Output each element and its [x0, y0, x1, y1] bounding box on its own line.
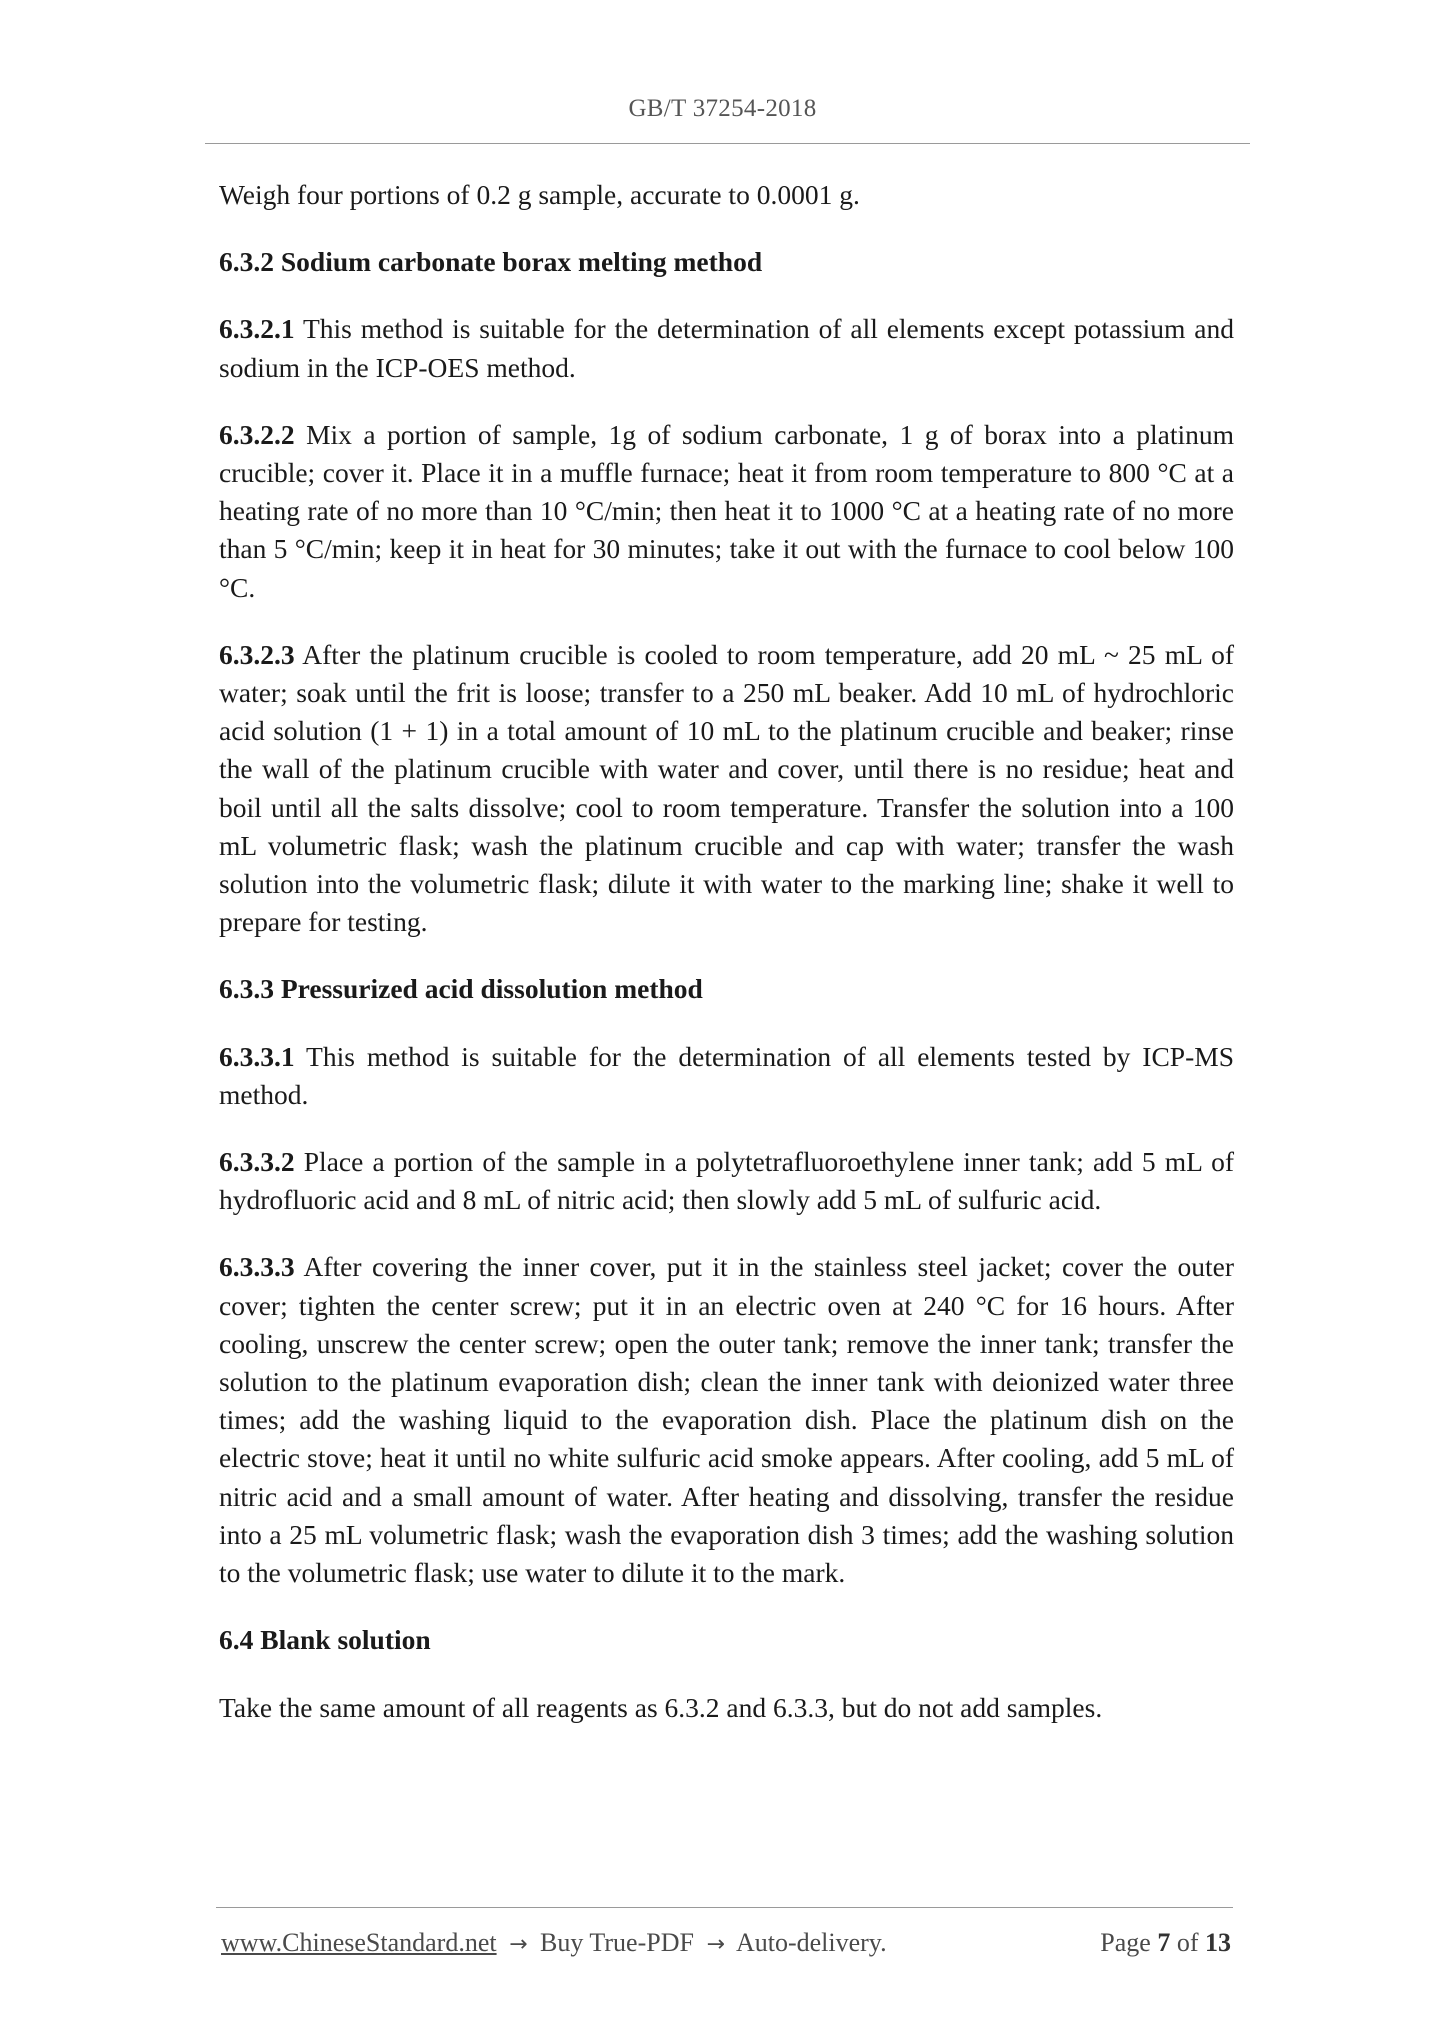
paragraph-weigh: Weigh four portions of 0.2 g sample, accurate to 0.0001 g. — [219, 179, 860, 210]
clause-number: 6.3.2.2 — [219, 418, 295, 450]
clause-text: After the platinum crucible is cooled to room temperature, add 20 mL ~ 25 mL of water; soak until the frit is loose; transfer to a 250 mL beaker. Add 10 mL of hydrochloric acid solution (1 + 1) in a total amount of 10 mL to the platinum crucible and beaker; rinse the wall of the platinum crucible with water and cover, until there is no residue; heat and boil until all the salts dissolve; cool to room temperature. Transfer the solution into a 100 mL volumetric flask; wash the platinum crucible and cap with water; transfer the wash solution into the volumetric flask; dilute it with water to the marking line; shake it well to prepare for testing. — [219, 638, 1234, 938]
auto-delivery-text: Auto-delivery. — [735, 1928, 887, 1957]
clause-text: Place a portion of the sample in a polytetrafluoroethylene inner tank; add 5 mL of hydrofluoric acid and 8 mL of nitric acid; then slowly add 5 mL of sulfuric acid. — [219, 1146, 1234, 1216]
heading-6-3-3: 6.3.3 Pressurized acid dissolution method — [219, 973, 703, 1005]
total-pages: 13 — [1205, 1928, 1231, 1957]
paragraph-6-3-3-2 — [219, 1143, 1234, 1219]
clause-text: After covering the inner cover, put it in the stainless steel jacket; cover the outer cover; tighten the center screw; put it in an electric oven at 240 °C for 16 hours. After cooling, unscrew the center screw; open the outer tank; remove the inner tank; transfer the solution to the platinum evaporation dish; clean the inner tank with deionized water three times; add the washing liquid to the evaporation dish. Place the platinum dish on the electric stove; heat it until no white sulfuric acid smoke appears. After cooling, add 5 mL of nitric acid and a small amount of water. After heating and dissolving, transfer the residue into a 25 mL volumetric flask; wash the evaporation dish 3 times; add the washing solution to the volumetric flask; use water to dilute it to the mark. — [219, 1251, 1234, 1589]
clause-text: This method is suitable for the determination of all elements tested by ICP-MS method. — [219, 1040, 1234, 1110]
page-number — [1100, 1928, 1231, 1958]
paragraph-6-3-2-2 — [219, 416, 1234, 607]
clause-number: 6.3.2.1 — [219, 313, 295, 345]
clause-number: 6.3.3.2 — [219, 1146, 295, 1178]
buy-pdf-text: Buy True-PDF — [540, 1928, 694, 1957]
paragraph-6-3-3-1 — [219, 1038, 1234, 1114]
paragraph-6-3-2-1 — [219, 310, 1234, 386]
clause-text: This method is suitable for the determination of all elements except potassium and sodium in the ICP-OES method. — [219, 313, 1234, 383]
clause-number: 6.3.3.3 — [219, 1251, 295, 1283]
clause-number: 6.3.2.3 — [219, 638, 295, 670]
arrow-right-icon: → — [509, 1932, 528, 1957]
document-header-title: GB/T 37254-2018 — [628, 95, 817, 122]
clause-text: Mix a portion of sample, 1g of sodium carbonate, 1 g of borax into a platinum crucible; cover it. Place it in a muffle furnace; heat it from room temperature to 800 °C at a heating rate of no more than 10 °C/min; then heat it to 1000 °C at a heating rate of no more than 5 °C/min; keep it in heat for 30 minutes; take it out with the furnace to cool below 100 °C. — [219, 418, 1234, 603]
paragraph-6-4: Take the same amount of all reagents as 6.3.2 and 6.3.3, but do not add samples. — [219, 1691, 1103, 1723]
heading-6-4: 6.4 Blank solution — [219, 1624, 431, 1656]
footer-promo — [221, 1928, 887, 1958]
document-body — [219, 176, 1234, 1756]
paragraph-6-3-3-3 — [219, 1248, 1234, 1592]
of-label: of — [1176, 1928, 1199, 1957]
website-link[interactable]: www.ChineseStandard.net — [221, 1928, 497, 1957]
paragraph-6-3-2-3 — [219, 636, 1234, 942]
footer-divider — [216, 1907, 1233, 1908]
header-divider — [205, 143, 1250, 144]
heading-6-3-2: 6.3.2 Sodium carbonate borax melting method — [219, 246, 763, 278]
page-label: Page — [1100, 1928, 1151, 1957]
current-page: 7 — [1157, 1928, 1171, 1957]
arrow-right-icon: → — [706, 1932, 725, 1957]
clause-number: 6.3.3.1 — [219, 1040, 295, 1072]
